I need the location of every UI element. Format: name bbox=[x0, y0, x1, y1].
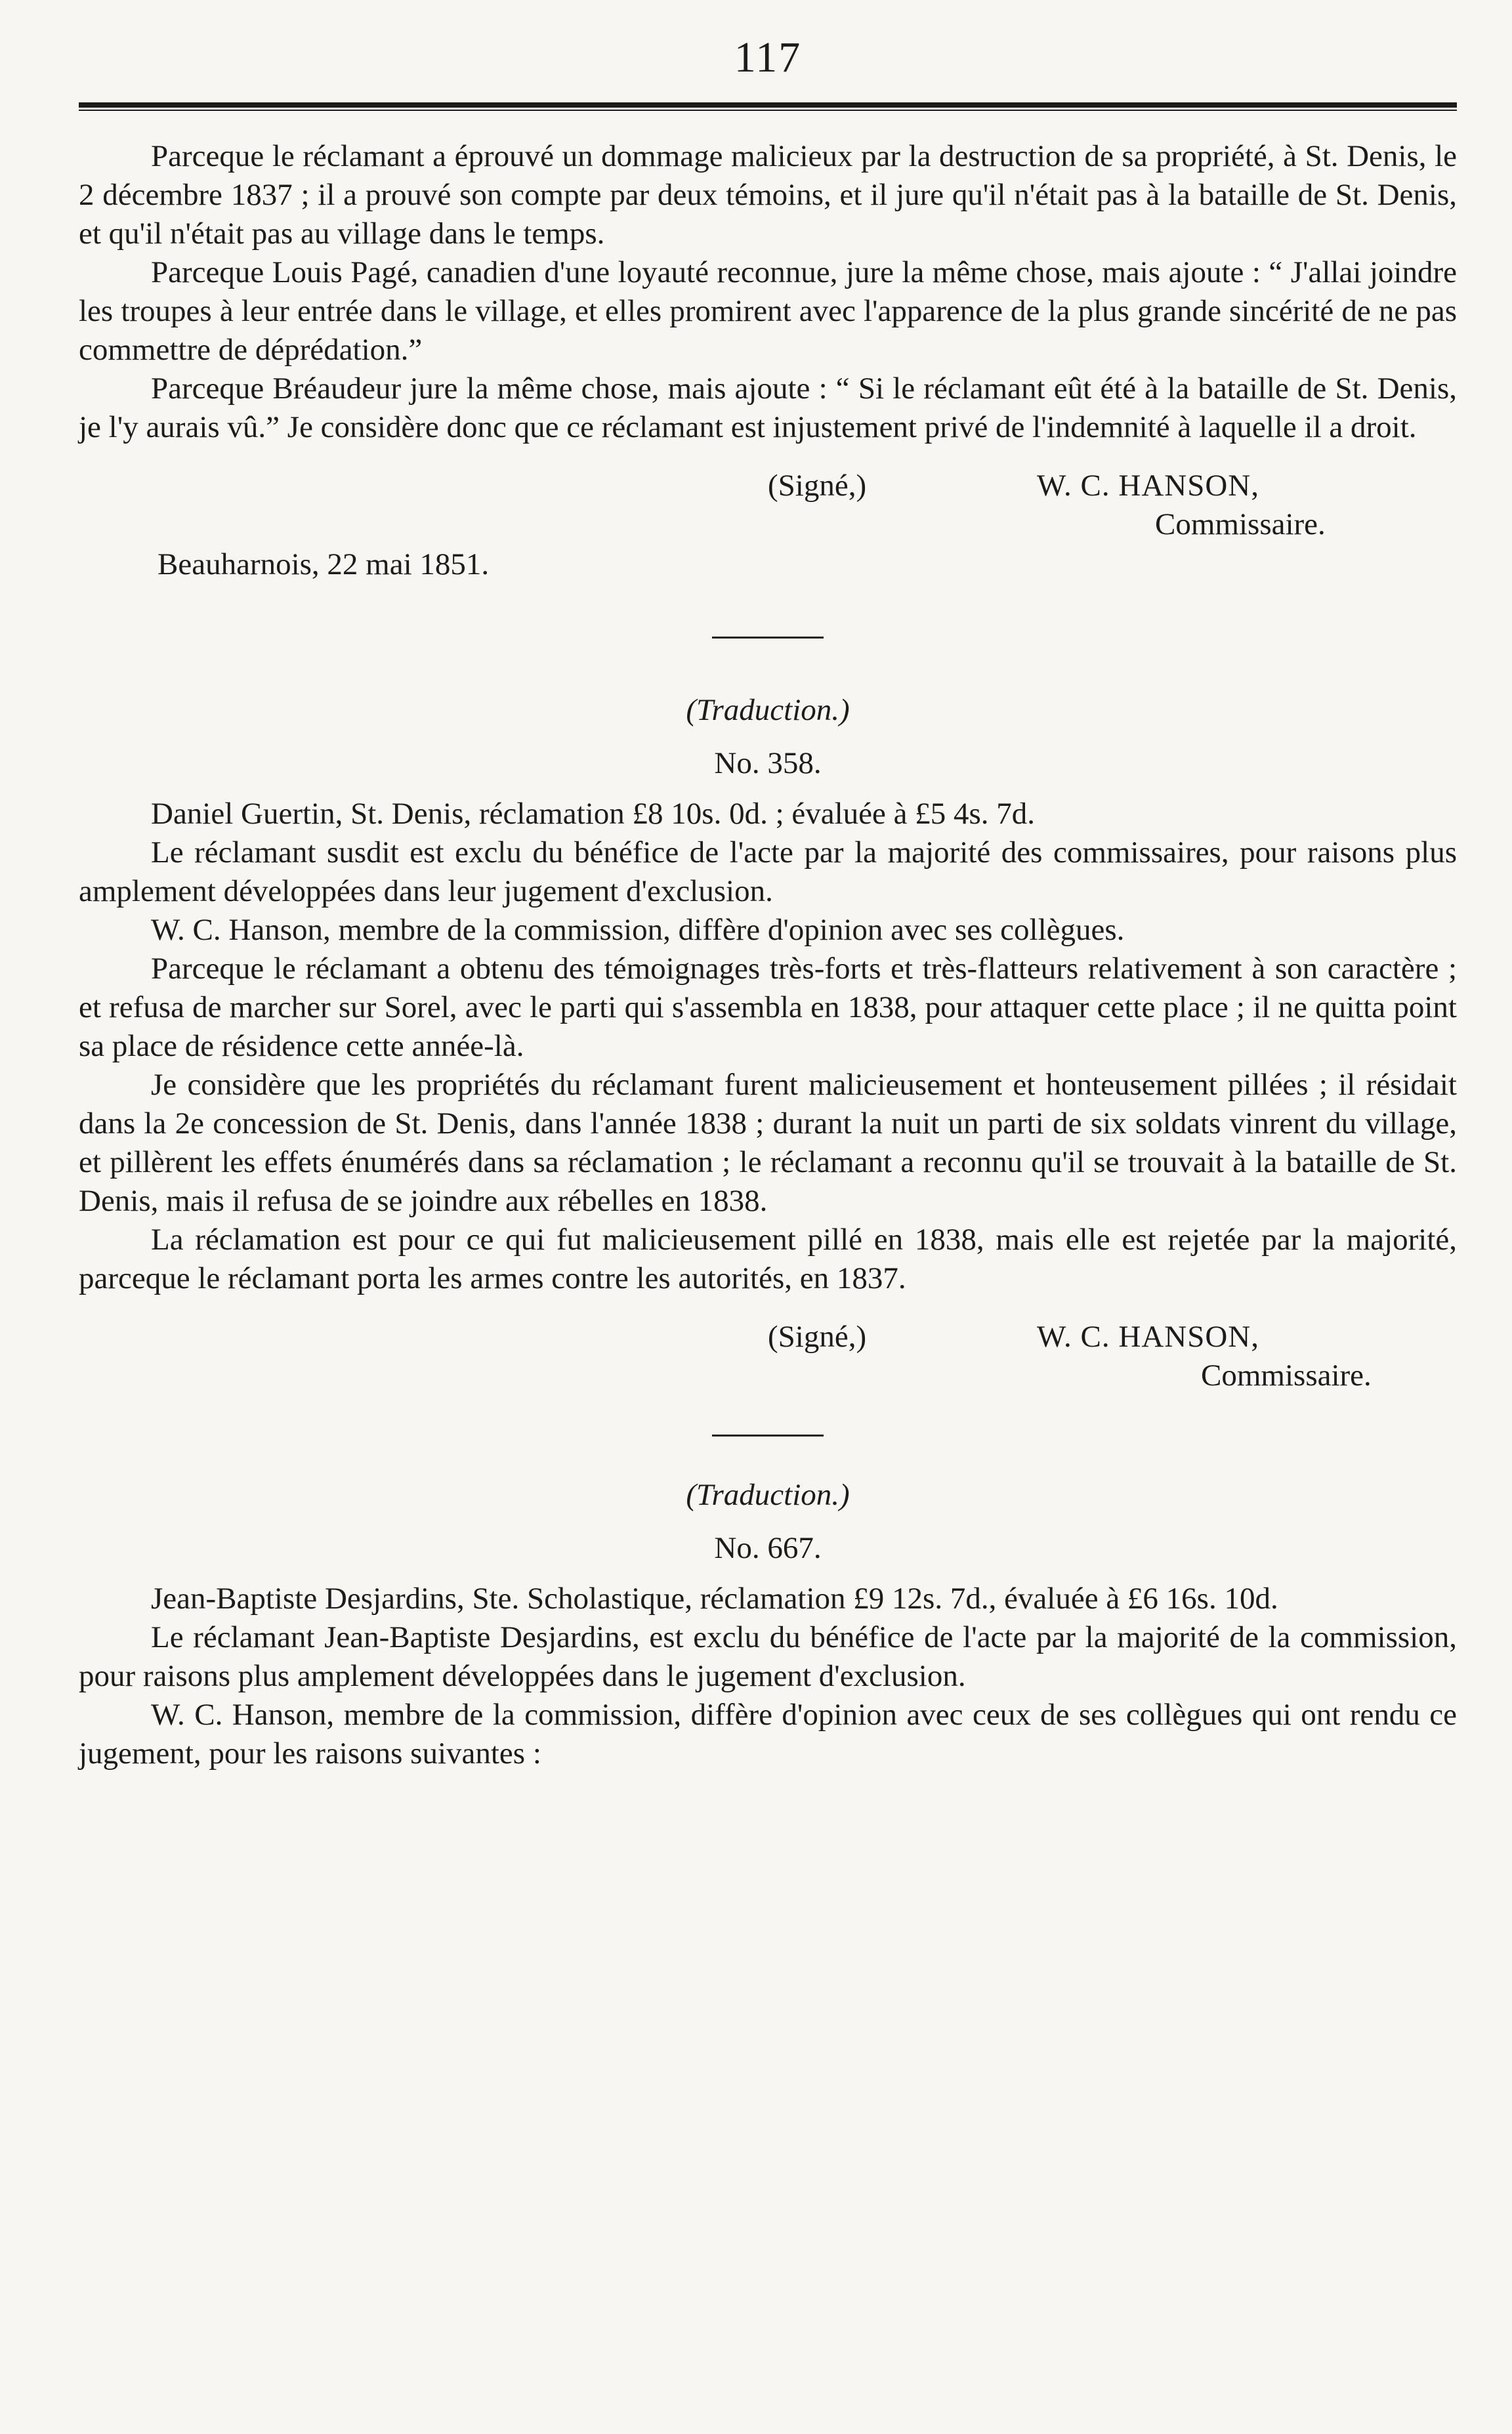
signer-name: W. C. HANSON, bbox=[1037, 469, 1259, 503]
paragraph: W. C. Hanson, membre de la commission, diffère d'opinion avec ses collègues. bbox=[151, 913, 1125, 947]
paragraph: Parceque Bréaudeur jure la même chose, mais ajoute : “ Si le réclamant eût été à la bataille de St. Denis, je l'y aurais vû.” Je considère donc que ce réclamant est injustement privé de l'indemnité à laquelle il a droit. bbox=[79, 371, 1457, 444]
page-number: 117 bbox=[734, 33, 802, 81]
section-claim-667 bbox=[79, 1476, 1457, 1773]
paragraph: Parceque le réclamant a éprouvé un dommage malicieux par la destruction de sa propriété, à St. Denis, le 2 décembre 1837 ; il a prouvé son compte par deux témoins, et il jure qu'il n'était pas à la bataille de St. Denis, et qu'il n'était pas au village dans le temps. bbox=[79, 139, 1457, 251]
paragraph: Parceque le réclamant a obtenu des témoignages très-forts et très-flatteurs relativement à son caractère ; et refusa de marcher sur Sorel, avec le parti qui s'assembla en 1838, pour attaquer cette place ; il ne quitta point sa place de résidence cette année-là. bbox=[79, 952, 1457, 1063]
paragraph: La réclamation est pour ce qui fut malicieusement pillé en 1838, mais elle est rejetée par la majorité, parceque le réclamant porta les armes contre les autorités, en 1837. bbox=[79, 1223, 1457, 1295]
section-divider bbox=[712, 1435, 824, 1437]
section-continuation bbox=[79, 137, 1457, 584]
section-heading: (Traduction.) bbox=[686, 693, 850, 727]
claim-number: No. 667. bbox=[714, 1531, 822, 1565]
signature-line bbox=[79, 1318, 1457, 1356]
claim-line: Jean-Baptiste Desjardins, Ste. Scholastique, réclamation £9 12s. 7d., évaluée à £6 16s. 10d. bbox=[151, 1582, 1278, 1616]
paragraph: Parceque Louis Pagé, canadien d'une loyauté reconnue, jure la même chose, mais ajoute : “ J'allai joindre les troupes à leur entrée dans le village, et elles promirent avec l'apparence de la plus grande sincérité de ne pas commettre de déprédation.” bbox=[79, 255, 1457, 367]
section-heading: (Traduction.) bbox=[686, 1478, 850, 1512]
signer-name: W. C. HANSON, bbox=[1037, 1320, 1259, 1354]
signed-label: (Signé,) bbox=[768, 469, 867, 503]
signature-title-line bbox=[79, 1356, 1457, 1395]
signature-title-line bbox=[79, 505, 1457, 544]
signer-title: Commissaire. bbox=[1201, 1358, 1372, 1393]
paragraph: Le réclamant susdit est exclu du bénéfice de l'acte par la majorité des commissaires, pour raisons plus amplement développées dans leur jugement d'exclusion. bbox=[79, 835, 1457, 908]
section-claim-358 bbox=[79, 691, 1457, 1395]
paragraph: Je considère que les propriétés du réclamant furent malicieusement et honteusement pillées ; il résidait dans la 2e concession de St. Denis, dans l'année 1838 ; durant la nuit un parti de six soldats vinrent du village, et pillèrent les effets énumérés dans sa réclamation ; le réclamant a reconnu qu'il se trouvait à la bataille de St. Denis, mais il refusa de se joindre aux rébelles en 1838. bbox=[79, 1068, 1457, 1218]
signed-label: (Signé,) bbox=[768, 1320, 867, 1354]
header-rule bbox=[79, 102, 1457, 111]
claim-number: No. 358. bbox=[714, 746, 822, 780]
section-divider bbox=[712, 637, 824, 639]
paragraph: Le réclamant Jean-Baptiste Desjardins, est exclu du bénéfice de l'acte par la majorité de la commission, pour raisons plus amplement développées dans le jugement d'exclusion. bbox=[79, 1620, 1457, 1693]
document-page bbox=[79, 26, 1457, 1773]
paragraph: W. C. Hanson, membre de la commission, diffère d'opinion avec ceux de ses collègues qui ont rendu ce jugement, pour les raisons suivantes : bbox=[79, 1698, 1457, 1771]
signer-title: Commissaire. bbox=[1155, 507, 1326, 541]
signature-line bbox=[79, 467, 1457, 505]
place-date: Beauharnois, 22 mai 1851. bbox=[158, 547, 490, 581]
claim-line: Daniel Guertin, St. Denis, réclamation £8 10s. 0d. ; évaluée à £5 4s. 7d. bbox=[151, 797, 1036, 831]
